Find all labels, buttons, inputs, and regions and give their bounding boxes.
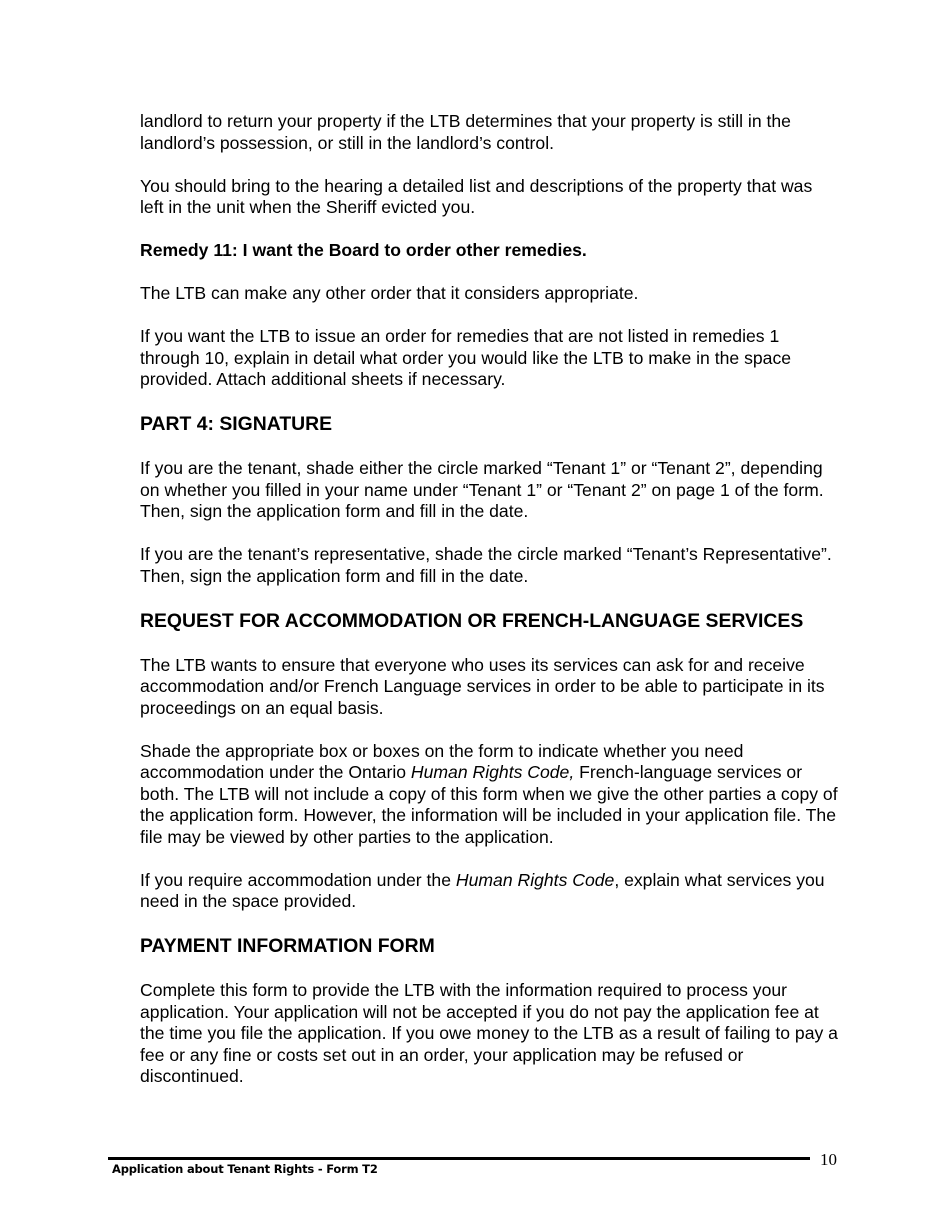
- text-segment: Shade the appropriate box or boxes on the form to indicate whether you need accommodation under the Ontario: [140, 740, 744, 782]
- paragraph-payment-form: Complete this form to provide the LTB with the information required to process your application. Your application will not be accepted if you do not pay the application fee at the time you file the application. If you owe money to the LTB as a result of failing to pay a fee or any fine or costs set out in an order, your application may be refused or discontinued.: [140, 980, 838, 1086]
- paragraph-ltb-ensure: The LTB wants to ensure that everyone who uses its services can ask for and receive accommodation and/or French Language services in order to be able to participate in its proceedings on an equal basis.: [140, 654, 825, 718]
- payment-information-heading: PAYMENT INFORMATION FORM: [140, 935, 435, 957]
- part-4-heading: PART 4: SIGNATURE: [140, 413, 333, 435]
- paragraph-representative-signature: If you are the tenant’s representative, shade the circle marked “Tenant’s Representative”. Then, sign the application form and fill in the date.: [140, 544, 832, 586]
- text-segment: If you require accommodation under the: [140, 869, 456, 890]
- paragraph-shade-boxes: [140, 741, 840, 849]
- paragraph-tenant-signature: If you are the tenant, shade either the circle marked “Tenant 1” or “Tenant 2”, depending on whether you filled in your name under “Tenant 1” or “Tenant 2” on page 1 of the form. Then, sign the application form and fill in the date.: [140, 458, 824, 521]
- human-rights-code-italic: Human Rights Code,: [410, 762, 575, 782]
- human-rights-code-italic: Human Rights Code: [455, 869, 615, 890]
- paragraph-bring-list: You should bring to the hearing a detailed list and descriptions of the property that was left in the unit when the Sheriff evicted you.: [140, 175, 813, 217]
- text-segment: French-language services or both. The LTB will not include a copy of this form when we give the other parties a copy of the application form. However, the information will be included in your application file. The file may be viewed by other parties to the application.: [140, 762, 838, 847]
- paragraph-require-accommodation: [140, 870, 840, 913]
- paragraph-other-order: The LTB can make any other order that it considers appropriate.: [140, 283, 639, 303]
- footer-divider: [108, 1157, 810, 1160]
- request-accommodation-heading: REQUEST FOR ACCOMMODATION OR FRENCH-LANGUAGE SERVICES: [140, 609, 804, 632]
- document-body: [140, 111, 840, 1109]
- footer-form-title: Application about Tenant Rights - Form T2: [112, 1162, 378, 1176]
- remedy-11-heading: Remedy 11: I want the Board to order other remedies.: [140, 240, 587, 260]
- paragraph-remedies-not-listed: If you want the LTB to issue an order for remedies that are not listed in remedies 1 through 10, explain in detail what order you would like the LTB to make in the space provided. Attach additional sheets if necessary.: [140, 326, 792, 389]
- page-number: 10: [820, 1150, 837, 1169]
- paragraph-property-return: landlord to return your property if the LTB determines that your property is still in the landlord’s possession, or still in the landlord’s control.: [140, 111, 791, 153]
- text-segment: , explain what services you need in the space provided.: [140, 869, 825, 911]
